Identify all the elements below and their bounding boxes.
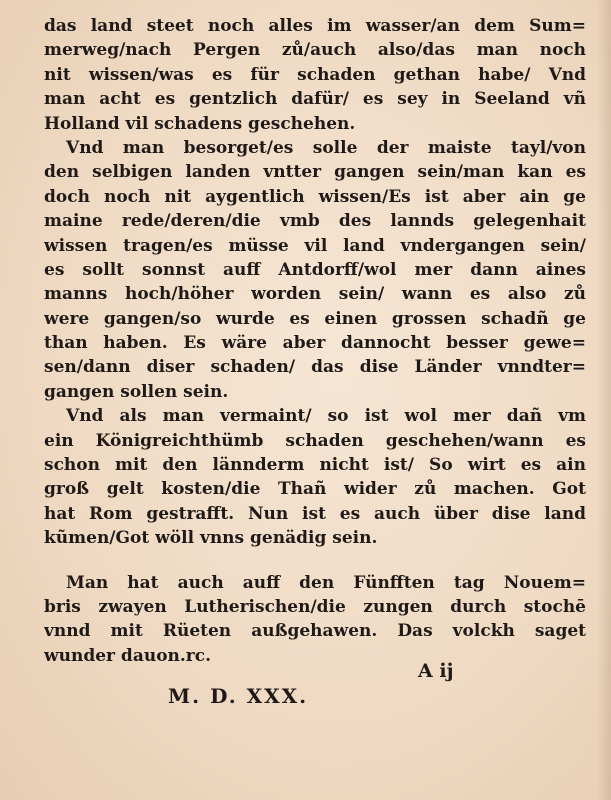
text-line: were gangen/so wurde es einen grossen schadñ ge bbox=[44, 308, 586, 329]
page-edge-shadow bbox=[597, 0, 611, 800]
paragraph bbox=[44, 404, 586, 550]
text-line: manns hoch/höher worden sein/ wann es also zů bbox=[44, 284, 586, 305]
text-line: gangen sollen sein. bbox=[44, 381, 229, 402]
text-line: schon mit den lännderm nicht ist/ So wirt es ain bbox=[44, 455, 586, 476]
text-line: maine rede/deren/die vmb des lannds gelegenhait bbox=[44, 211, 586, 232]
text-line: sen/dann diser schaden/ das dise Länder vnndter= bbox=[44, 357, 586, 378]
text-line: groß gelt kosten/die Thañ wider zů machen. Got bbox=[44, 479, 586, 500]
text-line: bris zwayen Lutherischen/die zungen durch stochē bbox=[44, 596, 586, 617]
text-line: vnnd mit Rüeten außgehawen. Das volckh saget bbox=[44, 621, 586, 642]
paragraph-gap bbox=[44, 551, 586, 571]
text-line: Vnd als man vermaint/ so ist wol mer dañ vm bbox=[66, 406, 586, 427]
text-line: man acht es gentzlich dafür/ es sey in Seeland vñ bbox=[44, 89, 586, 110]
text-line: doch noch nit aygentlich wissen/Es ist aber ain ge bbox=[44, 186, 586, 207]
text-line: merweg/nach Pergen zů/auch also/das man noch bbox=[44, 40, 586, 61]
text-line: wunder dauon.rc. bbox=[44, 645, 212, 666]
text-line: hat Rom gestrafft. Nun ist es auch über dise land bbox=[44, 503, 586, 524]
text-line: wissen tragen/es müsse vil land vndergangen sein/ bbox=[44, 235, 586, 256]
text-line: kũmen/Got wöll vnns genädig sein. bbox=[44, 528, 378, 549]
signature-mark: A ij bbox=[418, 660, 454, 682]
text-line: den selbigen landen vntter gangen sein/man kan es bbox=[44, 162, 586, 183]
paragraph bbox=[44, 14, 586, 136]
text-line: Man hat auch auff den Fünfften tag Nouem= bbox=[66, 572, 586, 593]
paragraph bbox=[44, 571, 586, 669]
text-line: es sollt sonnst auff Antdorff/wol mer dann aines bbox=[44, 259, 586, 280]
text-line: das land steet noch alles im wasser/an dem Sum= bbox=[44, 16, 586, 36]
paragraph bbox=[44, 136, 586, 404]
text-line: nit wissen/was es für schaden gethan habe/ Vnd bbox=[44, 64, 586, 85]
date-line: M. D. XXX. bbox=[168, 684, 309, 708]
text-block bbox=[44, 14, 586, 668]
text-line: Vnd man besorget/es solle der maiste tayl/von bbox=[66, 137, 586, 158]
text-line: than haben. Es wäre aber dannocht besser gewe= bbox=[44, 333, 586, 354]
text-line: ein Königreichthümb schaden geschehen/wann es bbox=[44, 430, 586, 451]
text-line: Holland vil schadens geschehen. bbox=[44, 113, 356, 134]
